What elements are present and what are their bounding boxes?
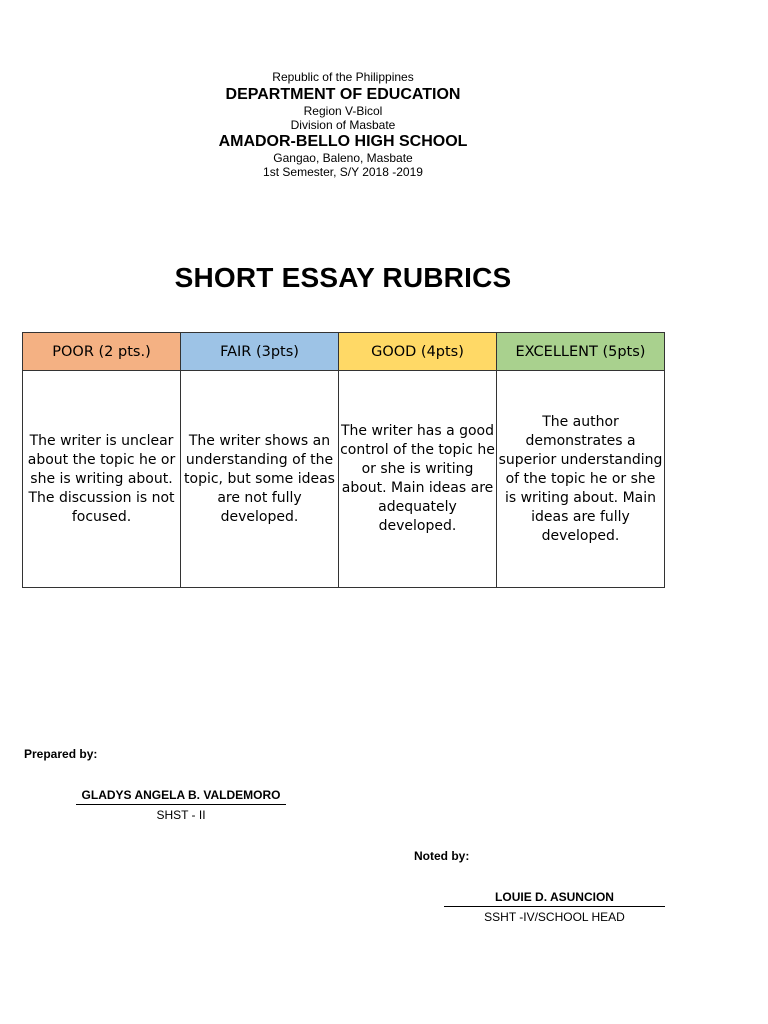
rubric-description-row <box>23 371 665 588</box>
prepared-role: SHST - II <box>156 808 206 822</box>
noted-signature <box>444 890 665 924</box>
rubric-cell-excellent: The author demonstrates a superior understanding of the topic he or she is writing about. Main ideas are fully developed. <box>497 371 665 588</box>
rubric-header-good: GOOD (4pts) <box>339 333 497 371</box>
prepared-by-label: Prepared by: <box>24 747 98 761</box>
school-address: Gangao, Baleno, Masbate <box>273 151 413 165</box>
rubric-cell-good: The writer has a good control of the topic he or she is writing about. Main ideas are adequately developed. <box>339 371 497 588</box>
noted-by-label: Noted by: <box>414 849 470 863</box>
rubric-cell-poor: The writer is unclear about the topic he or she is writing about. The discussion is not focused. <box>23 371 181 588</box>
semester-line: 1st Semester, S/Y 2018 -2019 <box>263 165 423 179</box>
rubric-cell-fair: The writer shows an understanding of the topic, but some ideas are not fully developed. <box>181 371 339 588</box>
school-name: AMADOR-BELLO HIGH SCHOOL <box>218 133 468 150</box>
division-line: Division of Masbate <box>290 118 396 132</box>
prepared-signature <box>76 788 286 822</box>
prepared-name: GLADYS ANGELA B. VALDEMORO <box>76 788 286 805</box>
noted-name: LOUIE D. ASUNCION <box>444 890 665 907</box>
rubric-header-fair: FAIR (3pts) <box>181 333 339 371</box>
republic-line: Republic of the Philippines <box>272 70 414 84</box>
rubric-header-excellent: EXCELLENT (5pts) <box>497 333 665 371</box>
rubric-header-poor: POOR (2 pts.) <box>23 333 181 371</box>
noted-role: SSHT -IV/SCHOOL HEAD <box>484 910 625 924</box>
document-header <box>0 70 686 179</box>
department-name: DEPARTMENT OF EDUCATION <box>225 86 461 103</box>
region-line: Region V-Bicol <box>303 104 383 118</box>
page-title: SHORT ESSAY RUBRICS <box>174 262 512 293</box>
rubric-header-row <box>23 333 665 371</box>
rubric-table <box>22 332 665 588</box>
